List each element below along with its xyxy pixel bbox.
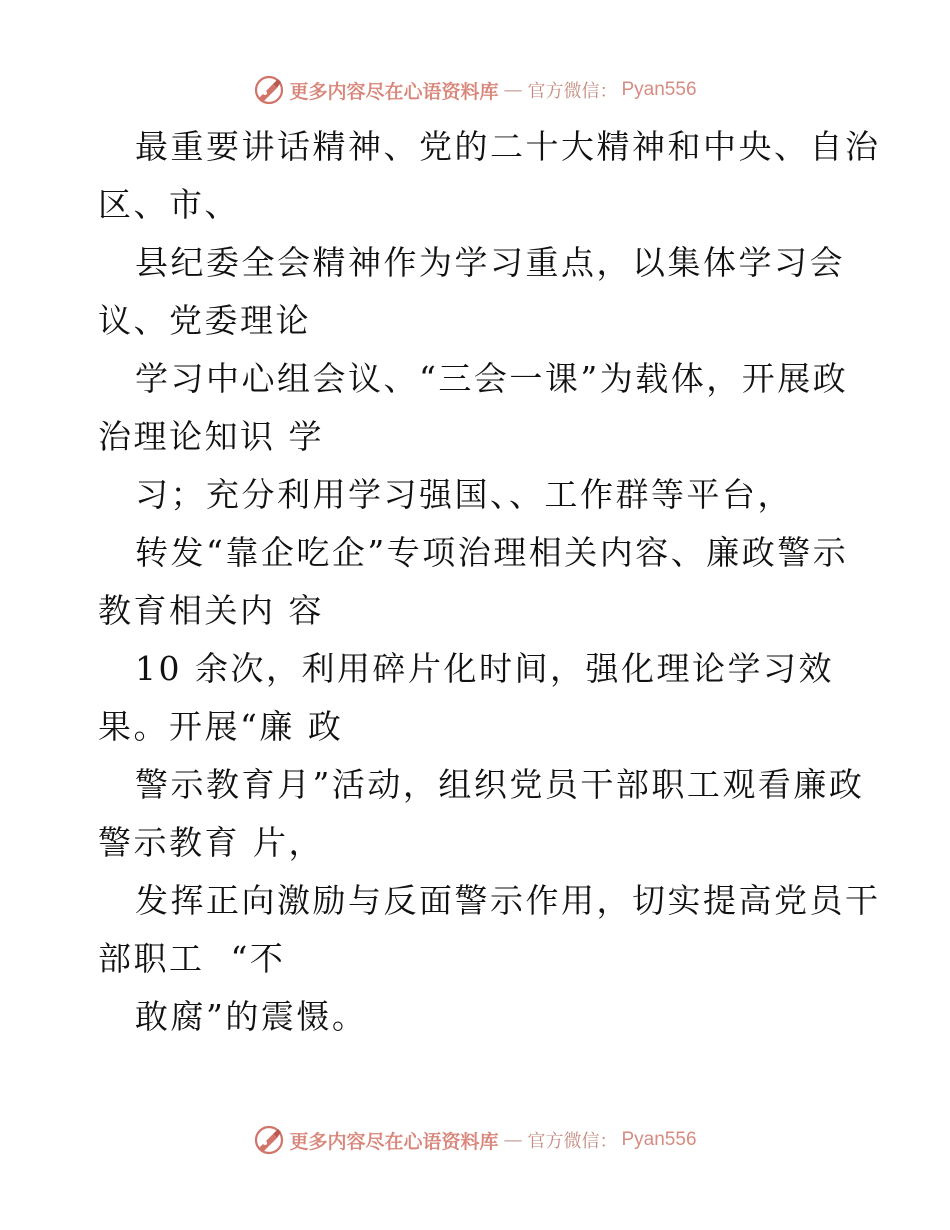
text-line: 县纪委全会精神作为学习重点，以集体学习会 (135, 243, 845, 282)
watermark-header (0, 70, 950, 110)
document-body (98, 118, 881, 1046)
pen-logo-icon (253, 74, 285, 106)
watermark-text: 更多内容尽在心语资料库 (289, 80, 499, 103)
watermark-footer (0, 1120, 950, 1160)
text-line: 果。开展“廉 政 (98, 707, 344, 746)
text-line: 10 余次，利用碎片化时间，强化理论学习效 (135, 649, 834, 688)
text-line: 议、党委理论 (98, 301, 311, 340)
text-line: 警示教育月”活动，组织党员干部职工观看廉政 (135, 765, 865, 804)
text-line: 部职工 “不 (98, 939, 286, 978)
text-line: 敢腐”的震慑。 (135, 997, 368, 1036)
text-line: 发挥正向激励与反面警示作用，切实提高党员干 (135, 881, 881, 920)
text-line: 学习中心组会议、“三会一课”为载体，开展政 (135, 359, 849, 398)
watermark-wechat-id: Pyan556 (621, 1129, 697, 1150)
text-line: 习；充分利用学习强国、、工作群等平台， (135, 475, 793, 514)
text-line: 转发“靠企吃企”专项治理相关内容、廉政警示 (135, 533, 849, 572)
watermark-wechat-label: 官方微信： (527, 81, 618, 102)
watermark-wechat-label: 官方微信： (527, 1131, 618, 1152)
text-line: 治理论知识 学 (98, 417, 324, 456)
text-line: 警示教育 片， (98, 823, 324, 862)
watermark-wechat-id: Pyan556 (621, 79, 697, 100)
text-line: 教育相关内 容 (98, 591, 324, 630)
pen-logo-icon (253, 1124, 285, 1156)
watermark-separator: — (503, 1129, 523, 1151)
watermark-separator: — (503, 79, 523, 101)
watermark-text: 更多内容尽在心语资料库 (289, 1130, 499, 1153)
text-line: 区、市、 (98, 185, 240, 224)
text-line: 最重要讲话精神、党的二十大精神和中央、自治 (135, 127, 881, 166)
